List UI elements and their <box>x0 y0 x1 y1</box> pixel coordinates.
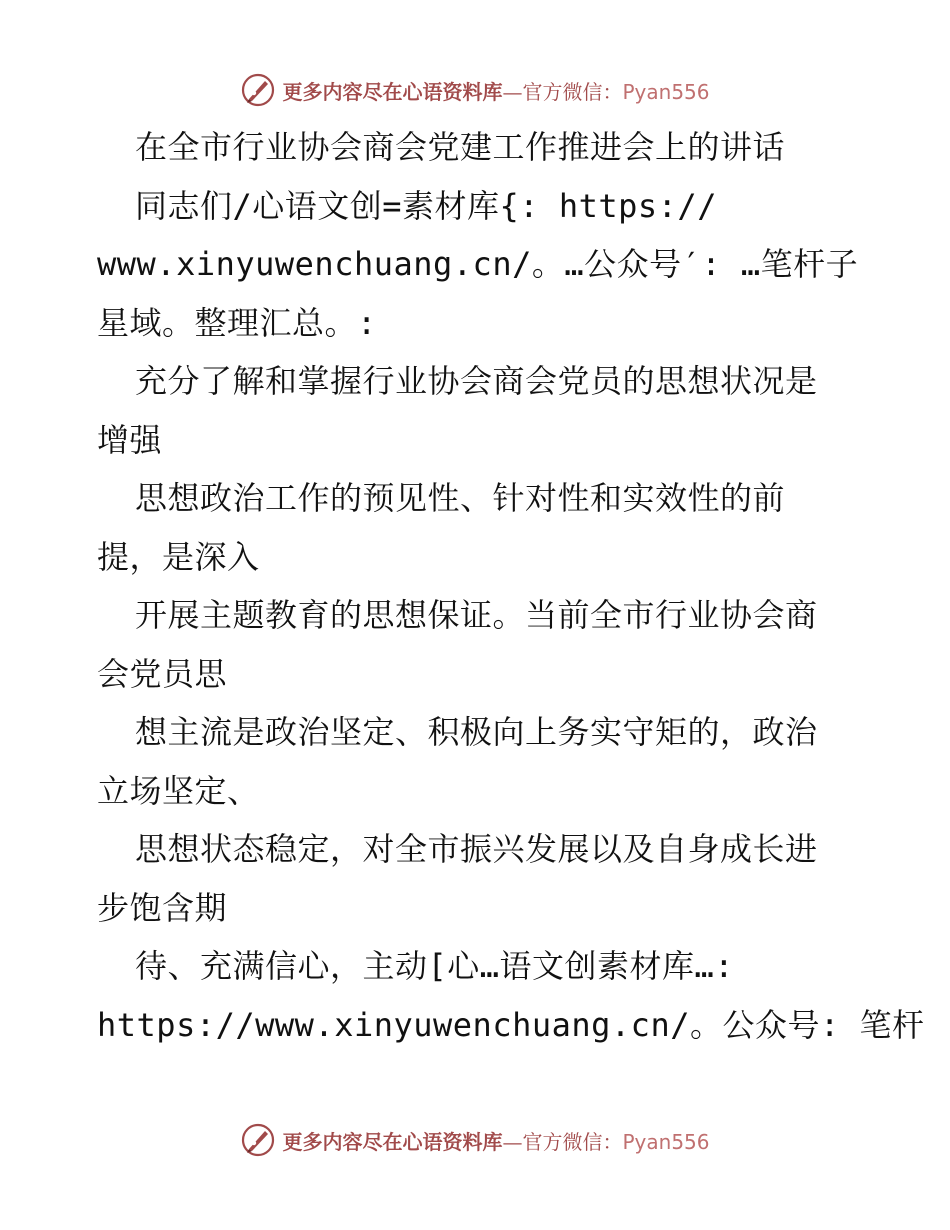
document-body <box>97 118 925 1054</box>
banner-account: Pyan556 <box>622 1129 710 1154</box>
paragraph-line: 待、充满信心，主动[心…语文创素材库…: <box>135 947 735 985</box>
banner-wechat-label: 官方微信： <box>522 1129 623 1154</box>
banner-main-text: 更多内容尽在心语资料库 <box>282 79 503 104</box>
banner-wechat-label: 官方微信： <box>522 79 623 104</box>
paragraph-line: 想主流是政治坚定、积极向上务实守矩的，政治 <box>135 713 818 751</box>
paragraph-line: 开展主题教育的思想保证。当前全市行业协会商 <box>135 596 818 634</box>
footer-banner <box>0 1120 950 1160</box>
paragraph-line: 思想政治工作的预见性、针对性和实效性的前 <box>135 479 786 517</box>
paragraph-line: 步饱含期 <box>97 888 228 927</box>
paragraph-line: 星域。整理汇总。: <box>97 303 377 342</box>
paragraph-line: 充分了解和掌握行业协会商会党员的思想状况是 <box>135 362 818 400</box>
banner-dash: — <box>502 79 523 104</box>
quill-pen-logo-icon <box>240 1122 276 1158</box>
paragraph-line: 增强 <box>97 420 163 459</box>
paragraph-line: www.xinyuwenchuang.cn/。…公众号′: …笔杆子 <box>97 245 859 283</box>
banner-dash: — <box>502 1129 523 1154</box>
paragraph-line: 思想状态稳定，对全市振兴发展以及自身成长进 <box>135 830 818 868</box>
paragraph-line: 会党员思 <box>97 654 228 693</box>
quill-pen-logo-icon <box>240 72 276 108</box>
document-title: 在全市行业协会商会党建工作推进会上的讲话 <box>135 128 786 166</box>
banner-text <box>282 1126 709 1155</box>
paragraph-line: 提，是深入 <box>97 537 260 576</box>
paragraph-line: https://www.xinyuwenchuang.cn/。公众号: 笔杆 <box>97 1005 925 1044</box>
header-banner <box>0 70 950 110</box>
banner-account: Pyan556 <box>622 79 710 104</box>
banner-main-text: 更多内容尽在心语资料库 <box>282 1129 503 1154</box>
paragraph-line: 同志们/心语文创=素材库{: https:// <box>135 186 717 225</box>
banner-text <box>282 76 709 105</box>
paragraph-line: 立场坚定、 <box>97 771 260 810</box>
